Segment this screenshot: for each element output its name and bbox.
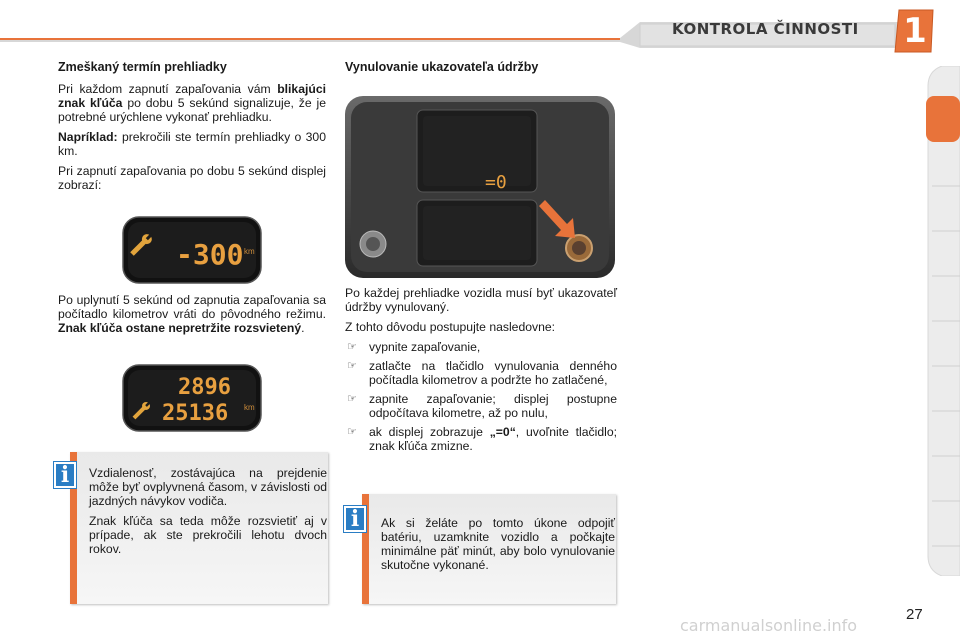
lcd-bottom-value: 25136 — [162, 401, 229, 426]
pointing-hand-icon: ☞ — [347, 360, 357, 372]
paragraph: Po každej prehliadke vozidla musí byť ukazovateľ údržby vynulovaný. — [345, 286, 617, 314]
paragraph: Pri každom zapnutí zapaľovania vám blikajúci znak kľúča po dobu 5 sekúnd signalizuje, že je potrebné urýchlene vykonať prehliadku. — [58, 82, 326, 124]
list-item: ☞ zatlačte na tlačidlo vynulovania denného počítadla kilometrov a podržte ho zatlačené, — [347, 359, 617, 387]
info-icon: i — [54, 462, 76, 488]
chapter-number: 1 — [903, 11, 927, 51]
info-icon: i — [344, 506, 366, 532]
info-paragraph: Znak kľúča sa teda môže rozsvietiť aj v prípade, ak ste prekročili lehotu dvoch rokov. — [89, 514, 327, 556]
info-paragraph: Ak si želáte po tomto úkone odpojiť batériu, uzamknite vozidlo a počkajte minimálne päť minút, aby bolo vynulovanie skutočne vykonané. — [381, 516, 615, 572]
list-item: ☞ zapnite zapaľovanie; displej postupne odpočítava kilometre, až po nulu, — [347, 392, 617, 420]
paragraph: Pri zapnutí zapaľovania po dobu 5 sekúnd displej zobrazí: — [58, 164, 326, 192]
lcd-display-odometer — [122, 364, 262, 432]
chapter-side-tabs — [924, 66, 960, 576]
info-box-left — [70, 452, 328, 604]
lcd-overdue-value: -300 — [176, 238, 244, 271]
right-column-body — [345, 286, 617, 458]
lcd-unit: km — [244, 403, 255, 412]
pointing-hand-icon: ☞ — [347, 341, 357, 353]
lcd-top-value: 2896 — [178, 375, 231, 400]
section-heading-reset: Vynulovanie ukazovateľa údržby — [345, 60, 539, 74]
page-title: KONTROLA ČINNOSTI — [672, 20, 859, 38]
paragraph: Z tohto dôvodu postupujte nasledovne: — [345, 320, 556, 334]
list-item: ☞ ak displej zobrazuje „=0“, uvoľnite tlačidlo; znak kľúča zmizne. — [347, 425, 617, 453]
paragraph: Po uplynutí 5 sekúnd od zapnutia zapaľovania sa počítadlo kilometrov vráti do pôvodného režimu. Znak kľúča ostane nepretržite rozsvietený. — [58, 293, 326, 335]
section-heading-missed-service: Zmeškaný termín prehliadky — [58, 60, 227, 74]
left-column — [58, 60, 326, 198]
lcd-unit: km — [244, 247, 255, 256]
pointing-hand-icon: ☞ — [347, 426, 357, 438]
reset-button — [566, 235, 592, 261]
left-knob — [360, 231, 386, 257]
left-column-lower — [58, 293, 326, 341]
watermark: carmanualsonline.info — [680, 616, 858, 635]
pointing-hand-icon: ☞ — [347, 393, 357, 405]
right-column-top — [345, 60, 617, 82]
info-paragraph: Vzdialenosť, zostávajúca na prejdenie môže byť ovplyvnená časom, v závislosti od jazdných návykov vodiča. — [89, 466, 327, 508]
paragraph-example: Napríklad: prekročili ste termín prehliadky o 300 km. — [58, 130, 326, 158]
list-item: ☞ vypnite zapaľovanie, — [347, 340, 481, 354]
lcd-display-overdue — [122, 216, 262, 284]
cluster-display-value: =0 — [485, 172, 507, 193]
info-box-right — [362, 494, 616, 604]
bullet-list — [345, 340, 617, 453]
page-number: 27 — [906, 606, 923, 623]
instrument-cluster-image — [345, 96, 615, 278]
